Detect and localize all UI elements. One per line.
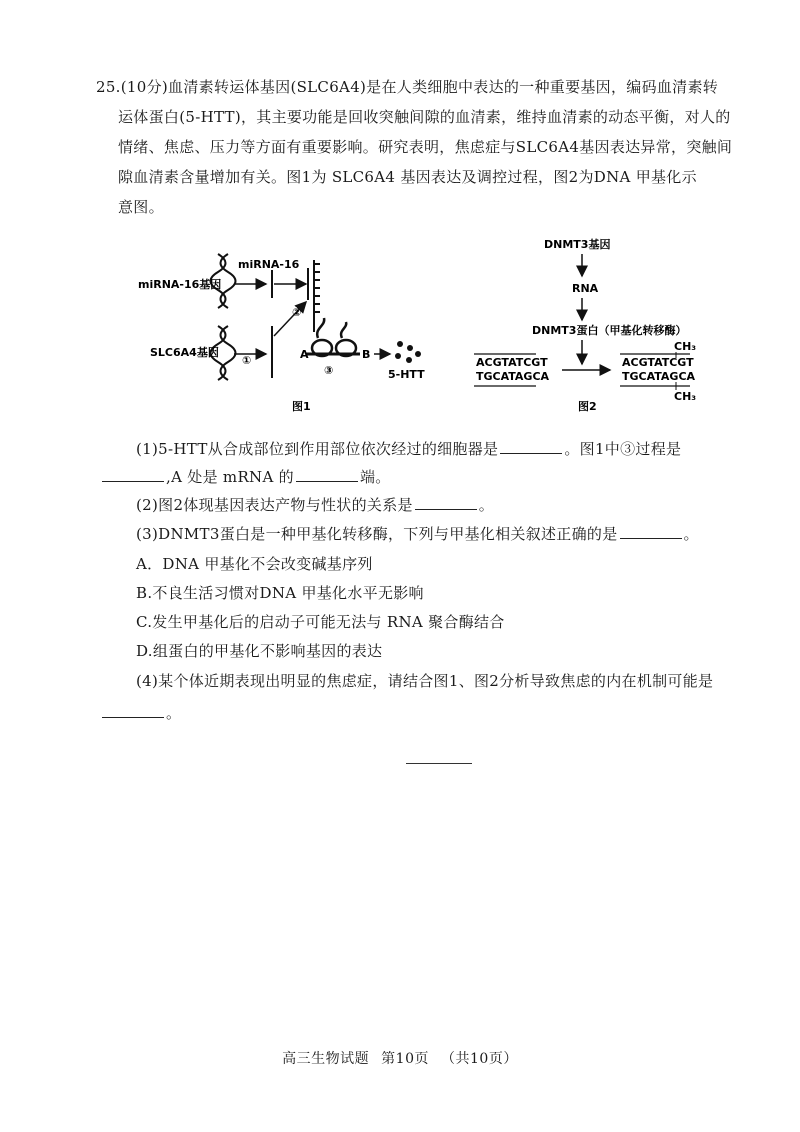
option-a[interactable]: A．DNA 甲基化不会改变碱基序列 <box>136 555 373 573</box>
slc6a4-gene-label: SLC6A4基因 <box>150 346 219 359</box>
subquestion-2-end: 。 <box>478 496 495 514</box>
subquestion-3 <box>136 523 699 545</box>
subquestion-1-text-c: ,A 处是 mRNA 的 <box>166 468 294 486</box>
option-d[interactable]: D.组蛋白的甲基化不影响基因的表达 <box>136 642 383 660</box>
figure-2 <box>474 237 696 413</box>
methyl-top: CH₃ <box>674 340 697 353</box>
answer-blank-2[interactable] <box>102 467 164 482</box>
subquestion-3-end: 。 <box>683 525 699 543</box>
step-3-label: ③ <box>324 364 334 377</box>
subquestion-1-line-2 <box>100 466 391 488</box>
subquestion-4-end: 。 <box>166 704 182 722</box>
intro-line-1: 25.(10分)血清素转运体基因(SLC6A4)是在人类细胞中表达的一种重要基因，编码血清素转 <box>96 78 719 96</box>
footer-total: （共10页） <box>441 1051 518 1067</box>
step-1-label: ① <box>242 354 252 367</box>
option-b[interactable]: B.不良生活习惯对DNA 甲基化水平无影响 <box>136 584 424 602</box>
strand-bottom-left: TGCATAGCA <box>476 370 550 383</box>
intro-line-4: 隙血清素含量增加有关。图1为 SLC6A4 基因表达及调控过程，图2为DNA 甲基化示 <box>118 168 697 186</box>
option-c[interactable]: C.发生甲基化后的启动子可能无法与 RNA 聚合酶结合 <box>136 613 505 631</box>
footer-page: 第10页 <box>381 1051 429 1067</box>
subquestion-2-text: (2)图2体现基因表达产物与性状的关系是 <box>136 496 413 514</box>
dnmt3-gene-label: DNMT3基因 <box>544 238 611 251</box>
strand-bottom-right: TGCATAGCA <box>622 370 696 383</box>
page-footer <box>0 1048 800 1068</box>
answer-blank-1[interactable] <box>500 439 562 454</box>
subquestion-1-line-1 <box>136 438 681 460</box>
intro-line-5: 意图。 <box>118 198 164 216</box>
end-rule <box>406 763 472 764</box>
strand-top-left: ACGTATCGT <box>476 356 548 369</box>
methyl-bottom: CH₃ <box>674 390 697 403</box>
answer-blank-6[interactable] <box>102 703 164 718</box>
strand-top-right: ACGTATCGT <box>622 356 694 369</box>
answer-blank-4[interactable] <box>415 495 477 510</box>
rna-label: RNA <box>572 282 599 295</box>
subquestion-3-text: (3)DNMT3蛋白是一种甲基化转移酶，下列与甲基化相关叙述正确的是 <box>136 525 618 543</box>
protein-dots <box>395 341 421 363</box>
figures-diagram <box>120 232 720 428</box>
label-b: B <box>362 348 371 361</box>
product-label: 5-HTT <box>388 368 425 381</box>
subquestion-1-text-a: (1)5-HTT从合成部位到作用部位依次经过的细胞器是 <box>136 440 499 458</box>
mirna16-gene-label: miRNA-16基因 <box>138 278 222 291</box>
dnmt3-protein-label: DNMT3蛋白（甲基化转移酶） <box>532 324 687 337</box>
mrna-comb <box>308 260 320 332</box>
figure-1-caption: 图1 <box>292 400 311 413</box>
subquestion-2 <box>136 494 494 516</box>
subquestion-4-line-2 <box>100 702 181 724</box>
label-a: A <box>300 348 309 361</box>
figure-2-caption: 图2 <box>578 400 597 413</box>
figure-1 <box>138 254 425 413</box>
subquestion-4-line-1: (4)某个体近期表现出明显的焦虑症，请结合图1、图2分析导致焦虑的内在机制可能是 <box>136 672 714 690</box>
intro-line-2: 运体蛋白(5-HTT)，其主要功能是回收突触间隙的血清素，维持血清素的动态平衡，对人的 <box>118 108 731 126</box>
answer-blank-5[interactable] <box>620 524 682 539</box>
mirna16-label: miRNA-16 <box>238 258 300 271</box>
answer-blank-3[interactable] <box>296 467 358 482</box>
subquestion-1-text-d: 端。 <box>359 468 391 486</box>
subquestion-1-text-b: 。图1中③过程是 <box>564 440 682 458</box>
footer-title: 高三生物试题 <box>282 1051 370 1067</box>
ribosome-2 <box>336 322 356 356</box>
intro-line-3: 情绪、焦虑、压力等方面有重要影响。研究表明，焦虑症与SLC6A4基因表达异常，突触间 <box>118 138 733 156</box>
step-2-label: ② <box>292 306 302 319</box>
